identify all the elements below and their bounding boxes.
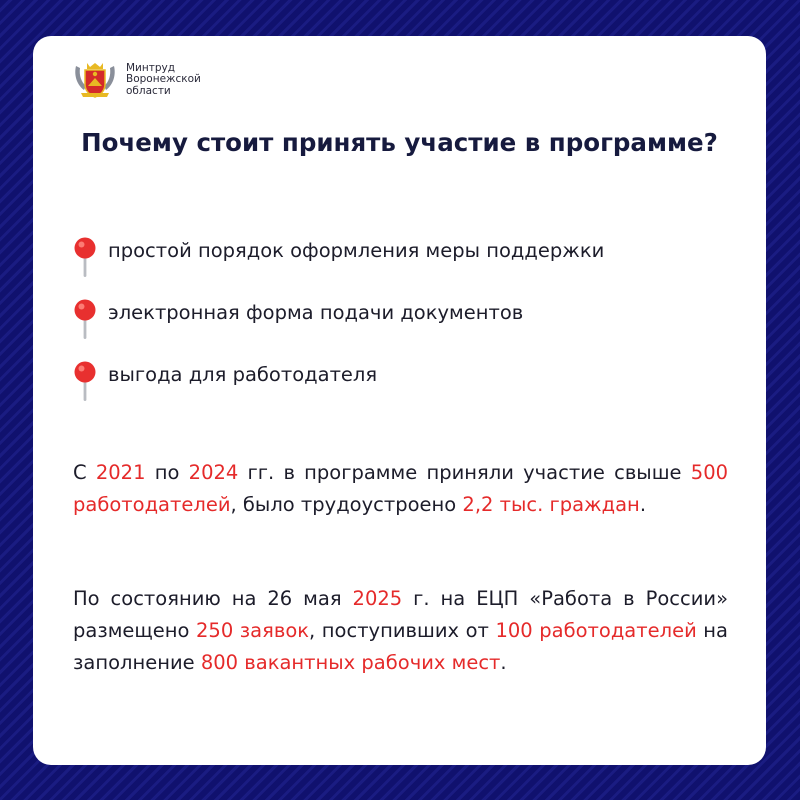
logo-line-2: Воронежской [126,73,201,86]
text-segment: . [639,493,647,516]
list-item [71,297,726,329]
highlight-year-start: 2021 [95,461,146,484]
highlight-employers: 100 работодателей [495,619,697,642]
content-card [33,36,766,765]
list-item-text: электронная форма подачи документов [108,301,524,324]
ministry-logo [72,60,236,100]
status-paragraph [73,583,728,679]
list-item [71,359,726,391]
text-segment: По состоянию на 26 мая [73,587,353,610]
pushpin-icon [71,237,99,279]
text-segment: . [500,651,507,674]
pushpin-icon [71,361,99,403]
statistics-paragraph [73,457,728,521]
list-item-text: простой порядок оформления меры поддержки [108,239,605,262]
text-segment: гг. в программе приняли участие свыше [238,461,691,484]
logo-line-3: области [126,84,171,97]
text-segment: по [145,461,189,484]
pushpin-icon [71,299,99,341]
highlight-vacancies: 800 вакантных рабочих мест [200,651,501,674]
benefits-list [71,235,726,391]
highlight-applications: 250 заявок [196,619,310,642]
text-segment: С [73,461,96,484]
voronezh-coat-of-arms-icon [72,60,118,100]
highlight-employers: 500 работодателей [73,461,729,516]
text-segment: г. на ЕЦП «Работа в России» размещено [73,587,729,642]
logo-line-1: Минтруд [126,61,176,74]
list-item [71,235,726,267]
highlight-year: 2025 [352,587,403,610]
list-item-text: выгода для работодателя [108,363,378,386]
text-segment: на заполнение [73,619,729,674]
highlight-citizens: 2,2 тыс. граждан [462,493,640,516]
page-title: Почему стоит принять участие в программе? [81,128,718,157]
text-segment: , поступивших от [309,619,496,642]
highlight-year-end: 2024 [188,461,239,484]
text-segment: , было трудоустроено [230,493,463,516]
